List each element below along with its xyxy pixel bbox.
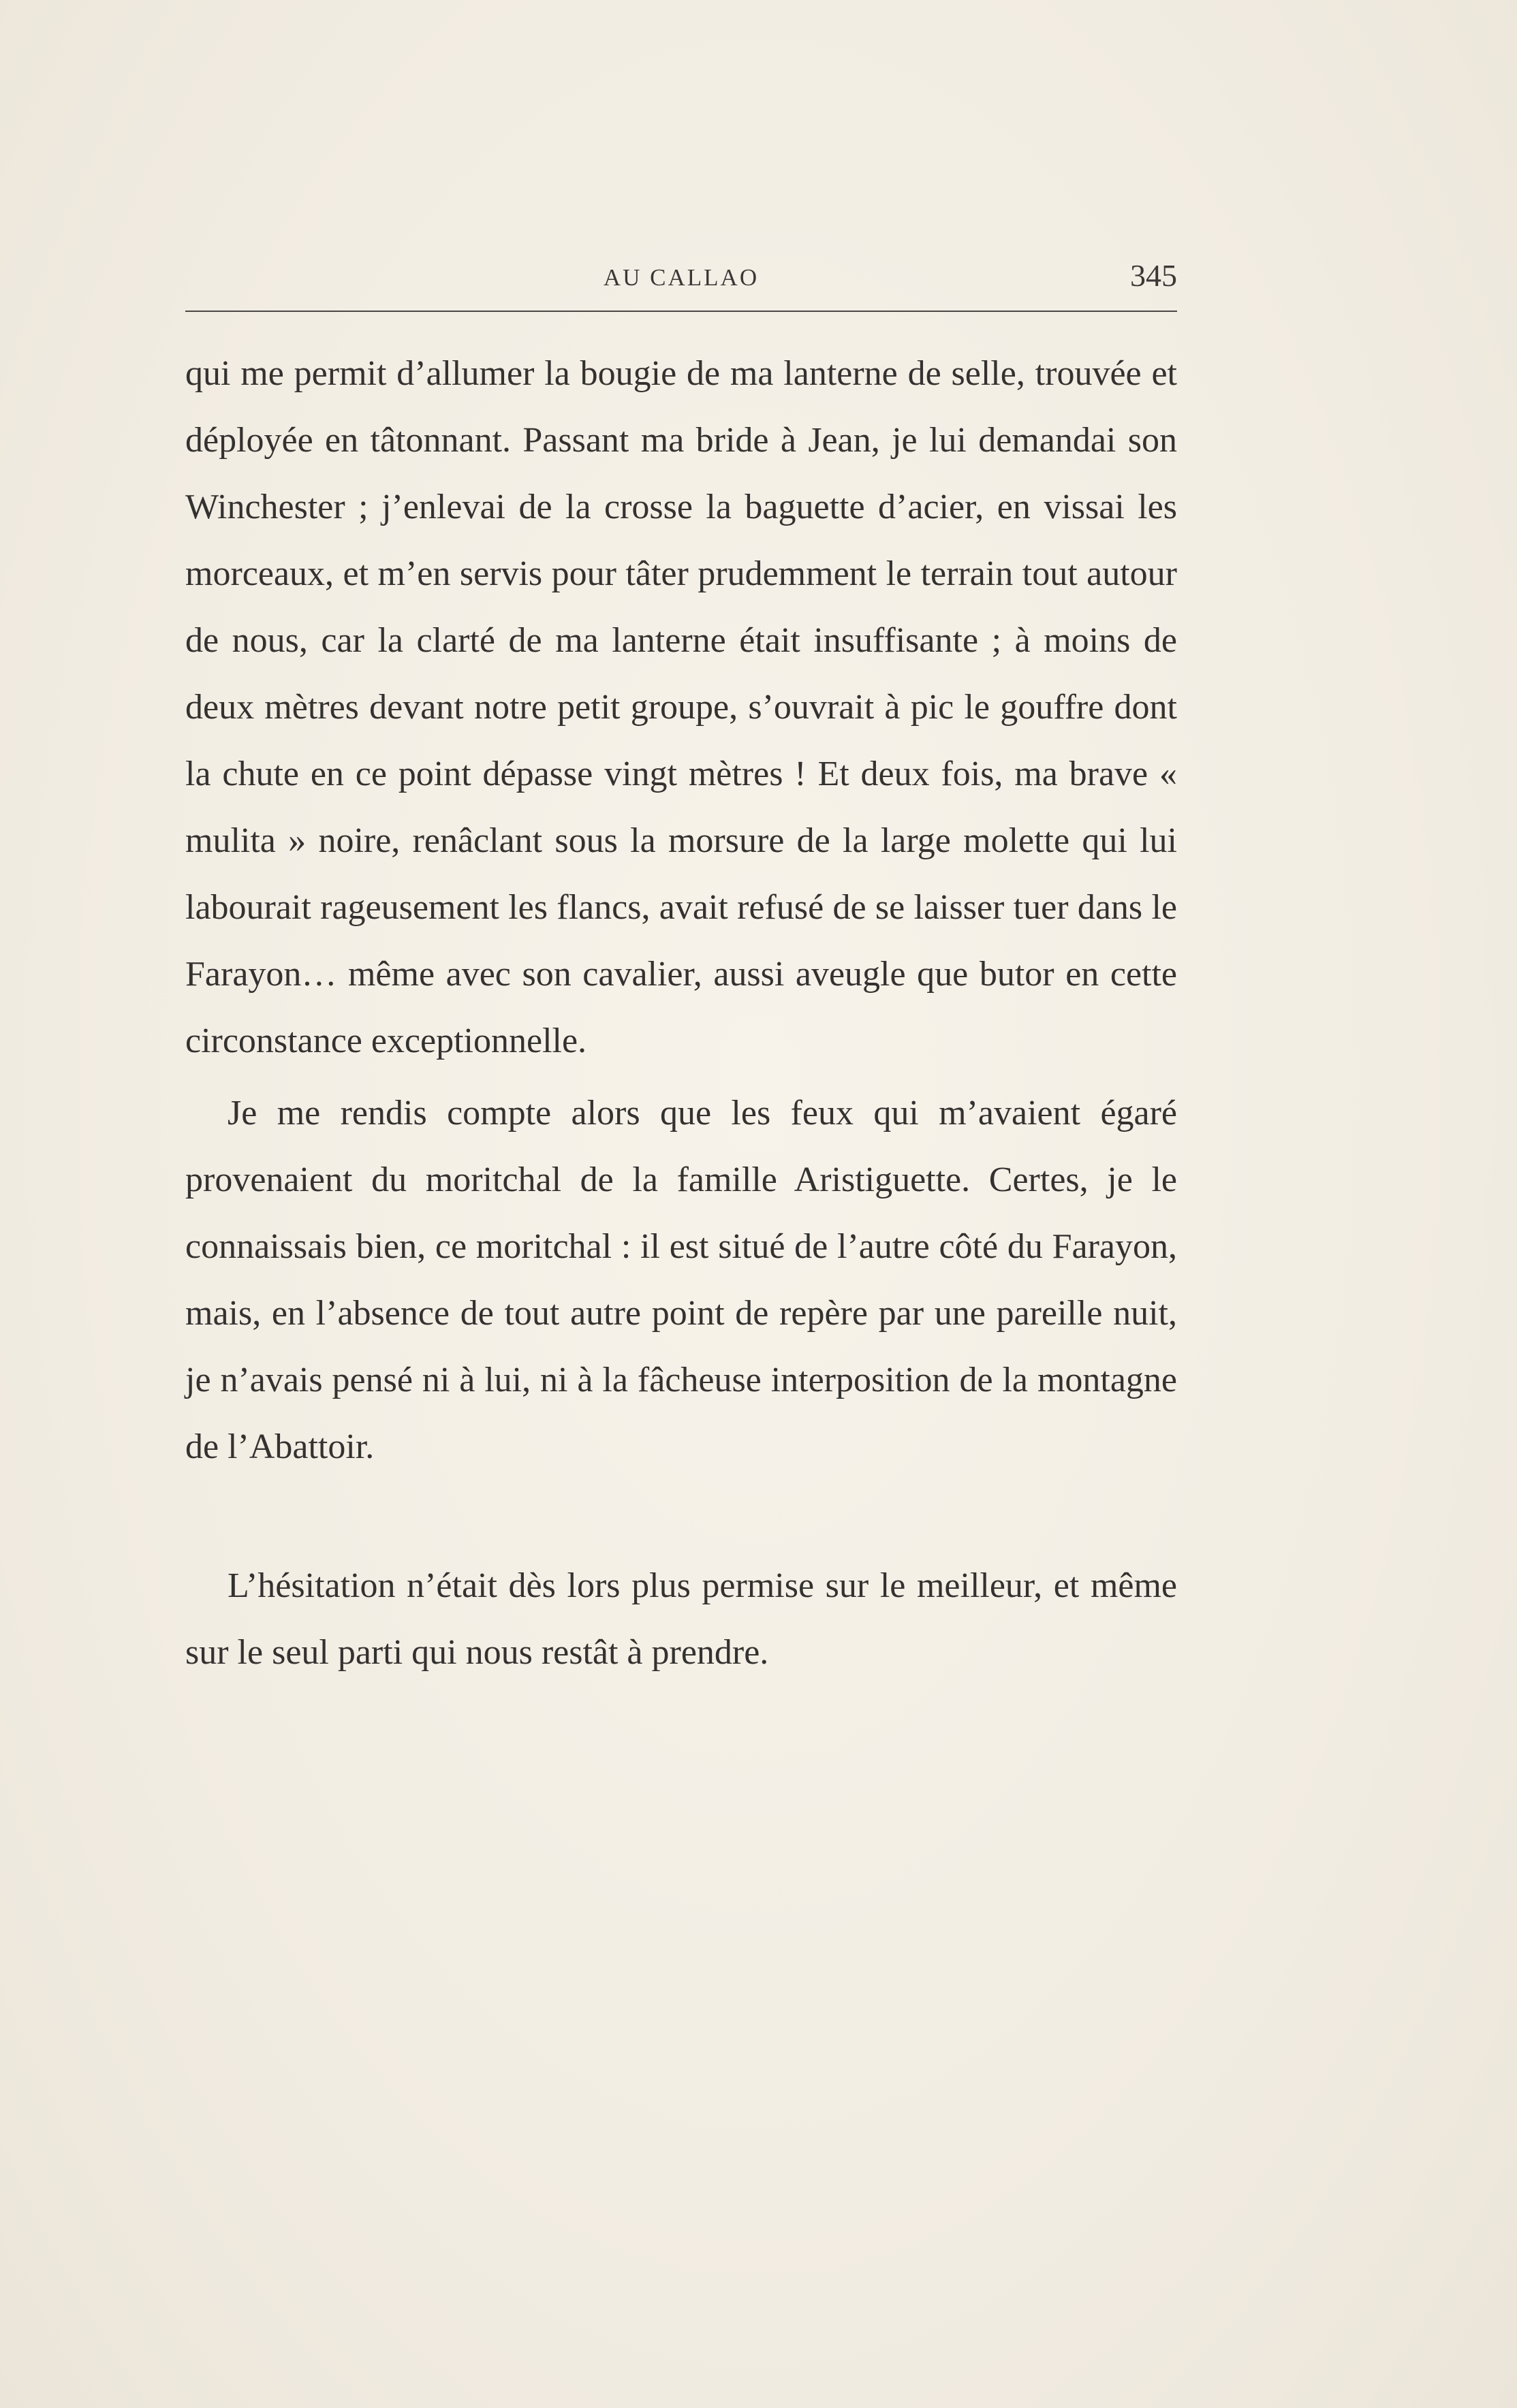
paragraph-1: qui me permit d’allumer la bougie de ma lanterne de selle, trouvée et déployée en tâtonnant. Passant ma bride à Jean, je lui demandai son Winchester ; j’enlevai de la crosse la baguette d’acier, en vissai les morceaux, et m’en servis pour tâter prudemment le terrain tout autour de nous, car la clarté de ma lanterne était insuffisante ; à moins de deux mètres devant notre petit groupe, s’ouvrait à pic le gouffre dont la chute en ce point dépasse vingt mètres ! Et deux fois, ma brave « mulita » noire, renâclant sous la morsure de la large molette qui lui labourait rageusement les flancs, avait refusé de se laisser tuer dans le Farayon… même avec son cavalier, aussi aveugle que butor en cette circonstance exceptionnelle. <box>185 354 1177 1060</box>
running-title: AU CALLAO <box>603 264 760 291</box>
running-head <box>185 257 1177 305</box>
header-rule <box>185 311 1177 312</box>
paragraph-2: Je me rendis compte alors que les feux qui m’avaient égaré provenaient du moritchal de la famille Aristiguette. Certes, je le connaissais bien, ce moritchal : il est situé de l’autre côté du Farayon, mais, en l’absence de tout autre point de repère par une pareille nuit, je n’avais pensé ni à lui, ni à la fâcheuse interposition de la montagne de l’Abattoir. <box>185 1094 1177 1466</box>
body-text <box>185 340 1177 1686</box>
paragraph-3: L’hésitation n’était dès lors plus permise sur le meilleur, et même sur le seul parti qui nous restât à prendre. <box>185 1566 1177 1672</box>
page-number: 345 <box>1130 258 1177 293</box>
